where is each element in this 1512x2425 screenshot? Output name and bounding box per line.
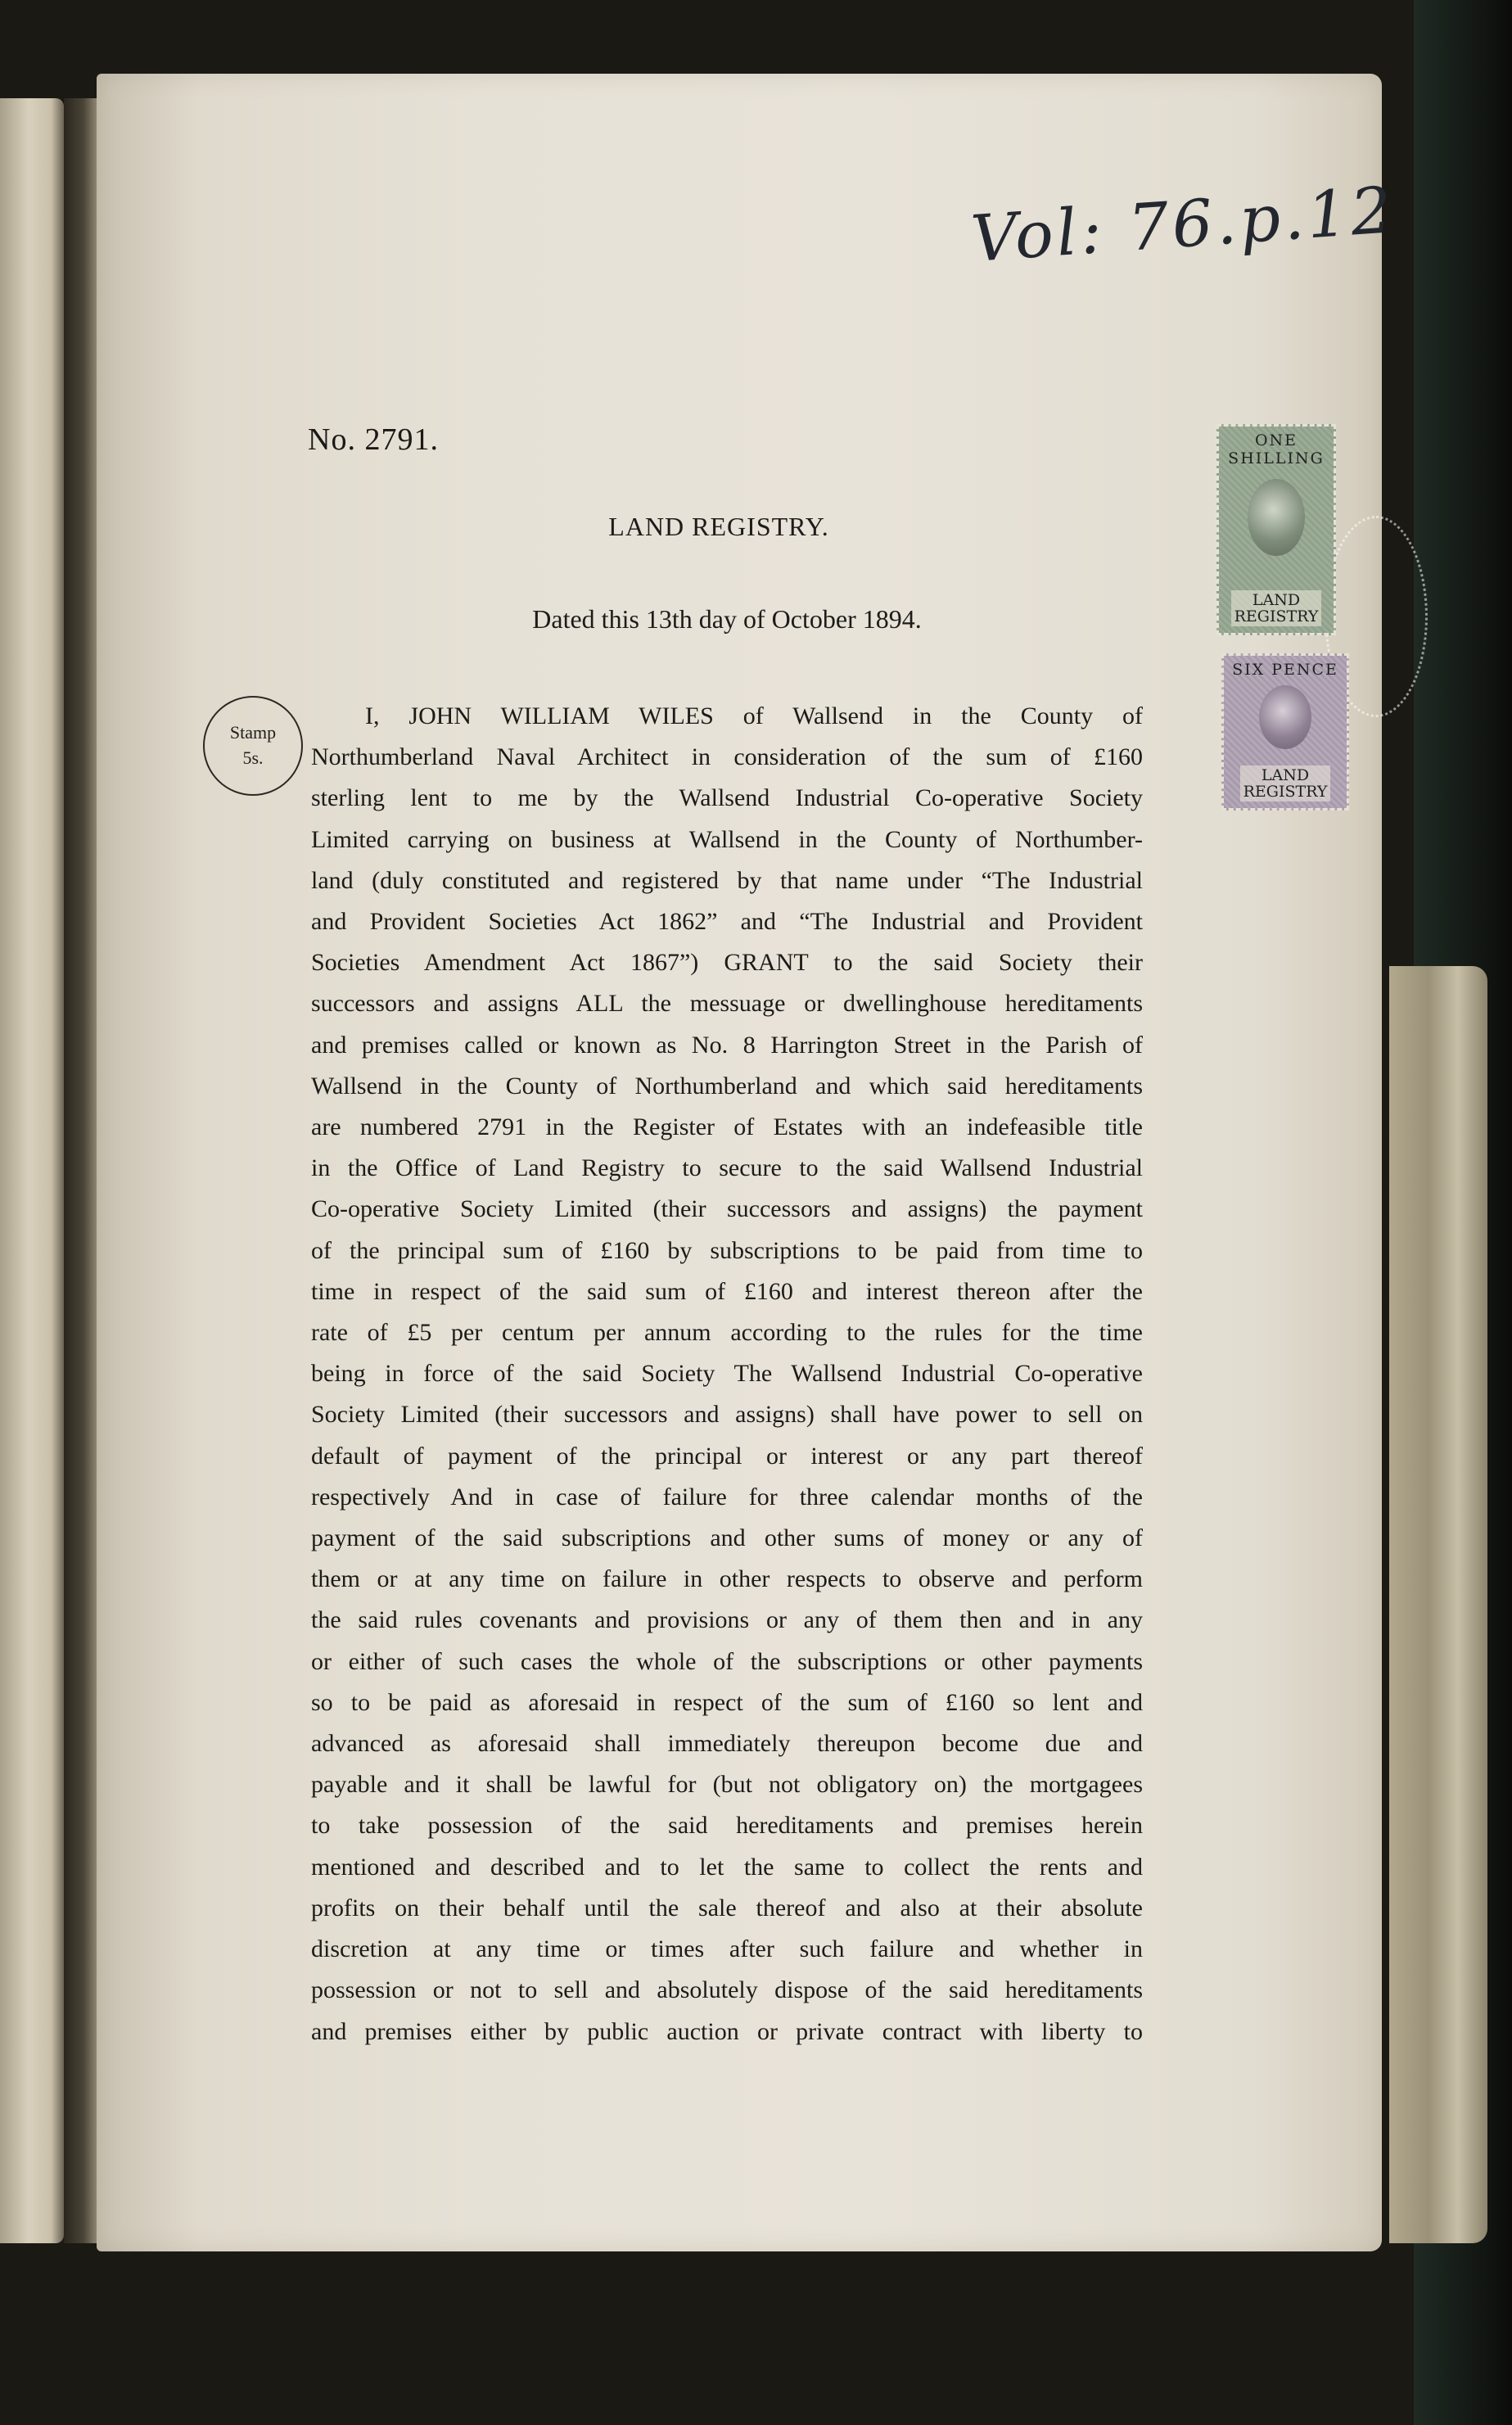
deed-line: them or at any time on failure in other respects to observe and perform <box>311 1565 1143 1593</box>
deed-line: the said rules covenants and provisions or any of them then and in any <box>311 1606 1143 1634</box>
deed-line: Co-operative Society Limited (their successors and assigns) the payment <box>311 1195 1143 1223</box>
deed-line: respectively And in case of failure for three calendar months of the <box>311 1483 1143 1511</box>
deed-line: to take possession of the said hereditaments and premises herein <box>311 1812 1143 1840</box>
stamp-duty-mark <box>203 696 303 796</box>
deed-line: payment of the said subscriptions and other sums of money or any of <box>311 1524 1143 1552</box>
deed-line: Wallsend in the County of Northumberland and which said hereditaments <box>311 1072 1143 1100</box>
facing-page <box>0 98 64 2243</box>
revenue-stamp-label-line: REGISTRY <box>1243 783 1328 801</box>
revenue-stamp-label-line: LAND <box>1252 591 1301 609</box>
revenue-stamp-six-pence <box>1221 653 1349 811</box>
document-number: No. 2791. <box>308 422 439 457</box>
queen-portrait-icon <box>1248 479 1305 556</box>
deed-line: rate of £5 per centum per annum according to the rules for the time <box>311 1319 1143 1347</box>
deed-line: profits on their behalf until the sale thereof and also at their absolute <box>311 1894 1143 1921</box>
revenue-stamp-value: SIX PENCE <box>1232 661 1338 679</box>
deed-line: sterling lent to me by the Wallsend Industrial Co-operative Society <box>311 784 1143 812</box>
deed-line: Society Limited (their successors and assigns) shall have power to sell on <box>311 1401 1143 1429</box>
deed-line: being in force of the said Society The Wallsend Industrial Co-operative <box>311 1360 1143 1388</box>
deed-line: so to be paid as aforesaid in respect of the sum of £160 so lent and <box>311 1688 1143 1716</box>
deed-line: Northumberland Naval Architect in consideration of the sum of £160 <box>311 743 1143 771</box>
queen-portrait-icon <box>1259 685 1311 749</box>
revenue-stamp-label <box>1240 765 1331 802</box>
deed-line: and premises called or known as No. 8 Harrington Street in the Parish of <box>311 1031 1143 1059</box>
handwritten-reference: Vol: 76.p.12 <box>968 174 1397 277</box>
deed-line: possession or not to sell and absolutely dispose of the said hereditaments <box>311 1976 1143 2004</box>
deed-line: advanced as aforesaid shall immediately thereupon become due and <box>311 1730 1143 1758</box>
deed-line: or either of such cases the whole of the subscriptions or other payments <box>311 1647 1143 1675</box>
revenue-stamp-label <box>1231 590 1322 626</box>
deed-line: payable and it shall be lawful for (but not obligatory on) the mortgagees <box>311 1771 1143 1799</box>
book-gutter <box>64 98 97 2243</box>
page-edges <box>1389 966 1487 2243</box>
deed-line: Limited carrying on business at Wallsend in the County of Northumber- <box>311 825 1143 853</box>
deed-line: time in respect of the said sum of £160 and interest thereon after the <box>311 1277 1143 1305</box>
deed-line: I, JOHN WILLIAM WILES of Wallsend in the County of <box>365 702 1143 729</box>
document-title: LAND REGISTRY. <box>608 512 829 541</box>
revenue-stamp-one-shilling <box>1216 424 1336 635</box>
revenue-stamp-value: ONE SHILLING <box>1228 431 1325 467</box>
deed-line: discretion at any time or times after such failure and whether in <box>311 1935 1143 1963</box>
deed-line: default of payment of the principal or interest or any part thereof <box>311 1442 1143 1470</box>
document-date: Dated this 13th day of October 1894. <box>532 604 922 634</box>
revenue-stamp-label-line: LAND <box>1261 766 1310 784</box>
stamp-duty-label: Stamp <box>229 722 277 743</box>
deed-line: are numbered 2791 in the Register of Estates with an indefeasible title <box>311 1113 1143 1141</box>
deed-line: successors and assigns ALL the messuage or dwellinghouse hereditaments <box>311 990 1143 1018</box>
deed-line: of the principal sum of £160 by subscriptions to be paid from time to <box>311 1236 1143 1264</box>
deed-line: land (duly constituted and registered by that name under “The Industrial <box>311 866 1143 894</box>
revenue-stamp-label-line: REGISTRY <box>1234 607 1319 625</box>
deed-line: and Provident Societies Act 1862” and “The Industrial and Provident <box>311 908 1143 936</box>
deed-line: and premises either by public auction or private contract with liberty to <box>311 2017 1143 2045</box>
deed-line: mentioned and described and to let the same to collect the rents and <box>311 1853 1143 1881</box>
deed-line: Societies Amendment Act 1867”) GRANT to the said Society their <box>311 949 1143 977</box>
deed-body <box>311 696 1143 2052</box>
stamp-duty-amount: 5s. <box>242 747 264 768</box>
document-page <box>97 74 1397 2251</box>
deed-line: in the Office of Land Registry to secure to the said Wallsend Industrial <box>311 1154 1143 1182</box>
